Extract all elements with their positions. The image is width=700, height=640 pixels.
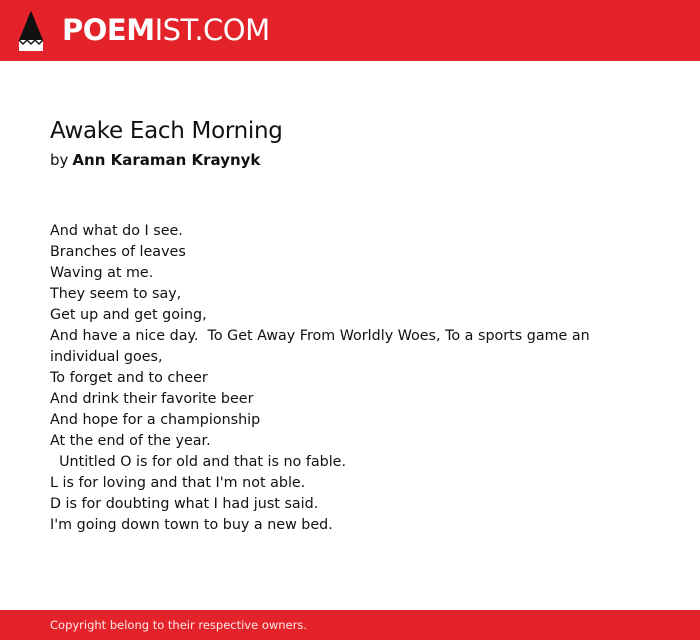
- poem-line: Branches of leaves: [50, 244, 186, 260]
- poem-byline: [50, 149, 650, 171]
- logo-light-part: IST.COM: [154, 13, 270, 47]
- poem-author: Ann Karaman Kraynyk: [72, 151, 261, 169]
- pencil-tip-icon: [18, 10, 44, 52]
- by-label: by: [50, 151, 69, 169]
- poem-line: To forget and to cheer: [50, 370, 208, 386]
- poem-line: I'm going down town to buy a new bed.: [50, 517, 333, 533]
- site-logo-text: [62, 0, 270, 61]
- poem-line: Get up and get going,: [50, 307, 207, 323]
- logo-bold-part: POEM: [62, 13, 155, 47]
- poem-line: D is for doubting what I had just said.: [50, 496, 319, 512]
- poem-line: Waving at me.: [50, 265, 154, 281]
- site-header: [0, 0, 700, 61]
- poem-line: They seem to say,: [50, 286, 182, 302]
- poem-line: And have a nice day. To Get Away From Worldly Woes, To a sports game an individual goes,: [50, 328, 595, 365]
- poem-title: Awake Each Morning: [50, 118, 283, 144]
- poem-line: Untitled O is for old and that is no fable.: [50, 454, 347, 470]
- site-footer: [0, 610, 700, 640]
- copyright-text: Copyright belong to their respective owners.: [50, 618, 308, 632]
- poem-line: L is for loving and that I'm not able.: [50, 475, 306, 491]
- poem-line: And what do I see.: [50, 223, 183, 239]
- poem-line: And hope for a championship: [50, 412, 261, 428]
- site-logo-link[interactable]: [18, 0, 270, 61]
- poem-line: And drink their favorite beer: [50, 391, 254, 407]
- poem-content: [50, 116, 650, 536]
- poem-body: [50, 221, 595, 536]
- poem-line: At the end of the year.: [50, 433, 211, 449]
